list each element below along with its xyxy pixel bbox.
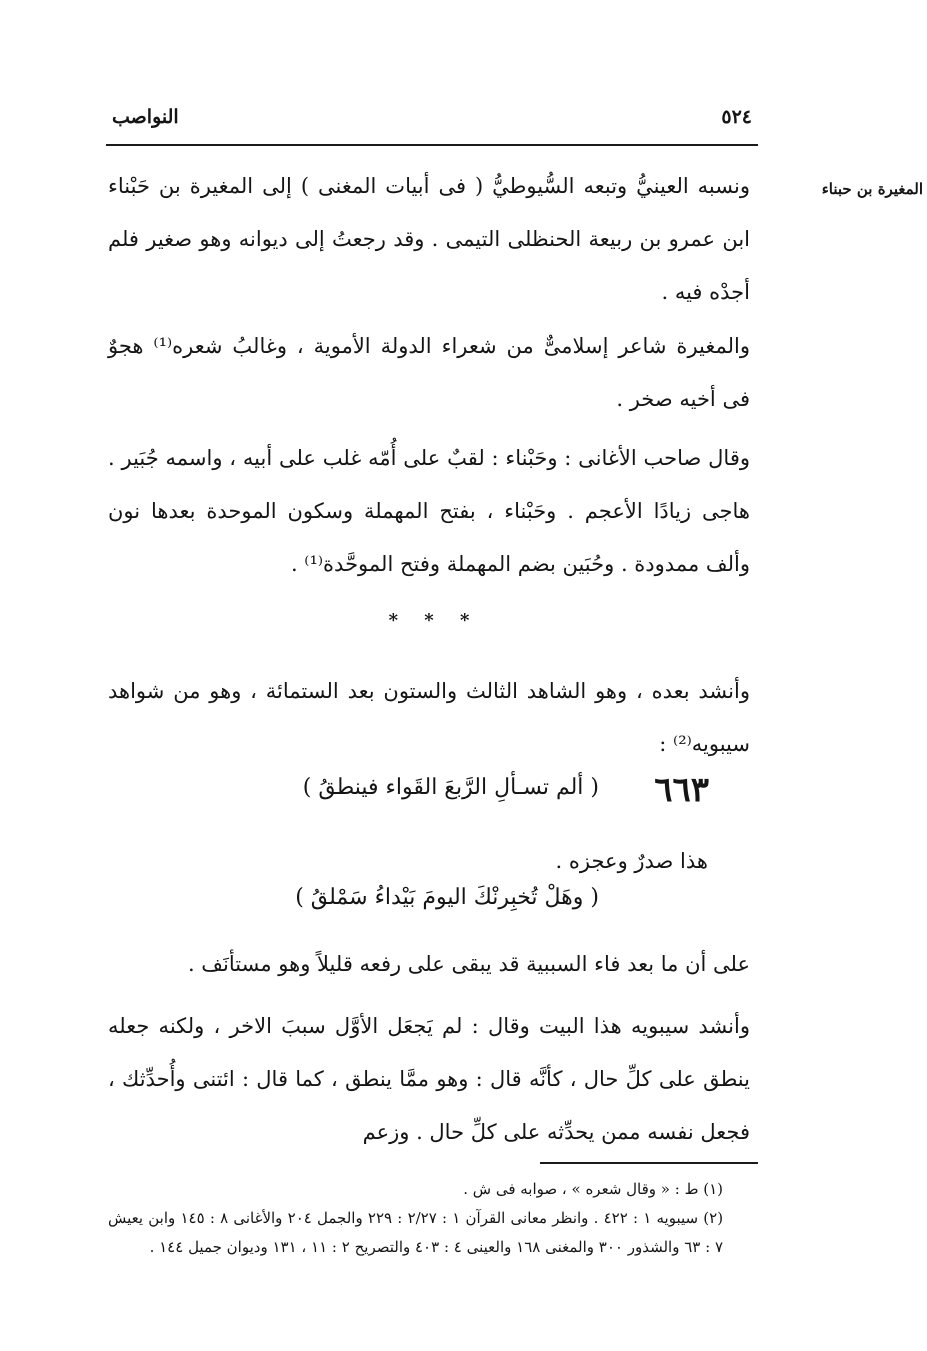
- section-separator: * * *: [388, 610, 480, 631]
- header-rule: [106, 144, 758, 146]
- verse-line-2: ( وهَلْ تُخبِرنْكَ اليومَ بَيْداءُ سَمْلقُ ): [295, 885, 599, 910]
- paragraph-2: والمغيرة شاعر إسلامىٌّ من شعراء الدولة الأموية ، وغالبُ شعره⁽¹⁾ هجوٌ فى أخيه صخر .: [108, 334, 751, 411]
- paragraph-1: ونسبه العينيُّ وتبعه السُّيوطيُّ ( فى أبيات المغنى ) إلى المغيرة بن حَبْناء ابن عمرو بن ربيعة الحنظلى التيمى . وقد رجعتُ إلى ديوانه وهو صغير فلم أجدْه فيه .: [108, 174, 750, 304]
- paragraph-7: وأنشد سيبويه هذا البيت وقال : لم يَجعَل الأوَّل سببَ الاخر ، ولكنه جعله ينطق على كلِّ حال ، كأنَّه قال : وهو ممَّا ينطق ، كما قال : ائتنى وأُحدِّثك ، فجعل نفسه ممن يحدِّثه على كلِّ حال . وزعم: [108, 1014, 750, 1144]
- verse-line-1: ( ألم تسـألِ الرَّبعَ القَواء فينطقُ ): [302, 775, 599, 800]
- footnote-rule: [540, 1162, 758, 1164]
- margin-note: المغيرة بن حبناء: [821, 180, 923, 198]
- footnotes: [108, 1175, 753, 1262]
- paragraph-5: هذا صدرٌ وعجزه .: [555, 849, 708, 873]
- running-title: النواصب: [112, 106, 179, 128]
- page-number: ٥٢٤: [721, 106, 752, 128]
- paragraph-6: على أن ما بعد فاء السببية قد يبقى على رفعه قليلاً وهو مستأنَف .: [187, 952, 750, 976]
- footnote-2: (٢) سيبويه ١ : ٤٢٢ . وانظر معانى القرآن ١ : ٢/٢٧ : ٢٢٩ والجمل ٢٠٤ والأغانى ٨ : ١٤٥ وابن يعيش ٧ : ٦٣ والشذور ٣٠٠ والمغنى ١٦٨ والعينى ٤ : ٤٠٣ والتصريح ٢ : ١١ ، ١٣١ وديوان جميل ١٤٤ .: [108, 1209, 724, 1256]
- footnote-1: (١) ط : « وقال شعره » ، صوابه فى ش .: [463, 1180, 723, 1198]
- verse-number: ٦٦٣: [654, 770, 709, 810]
- paragraph-3: وقال صاحب الأغانى : وحَبْناء : لقبٌ على أُمّه غلب على أبيه ، واسمه جُبَير . هاجى زيادًا الأعجم . وحَبْناء ، بفتح المهملة وسكون الموحدة بعدها نون وألف ممدودة . وحُبَين بضم المهملة وفتح الموحَّدة⁽¹⁾ .: [108, 446, 750, 576]
- page-header: [112, 100, 752, 140]
- paragraph-4: وأنشد بعده ، وهو الشاهد الثالث والستون بعد الستمائة ، وهو من شواهد سيبويه⁽²⁾ :: [108, 679, 750, 756]
